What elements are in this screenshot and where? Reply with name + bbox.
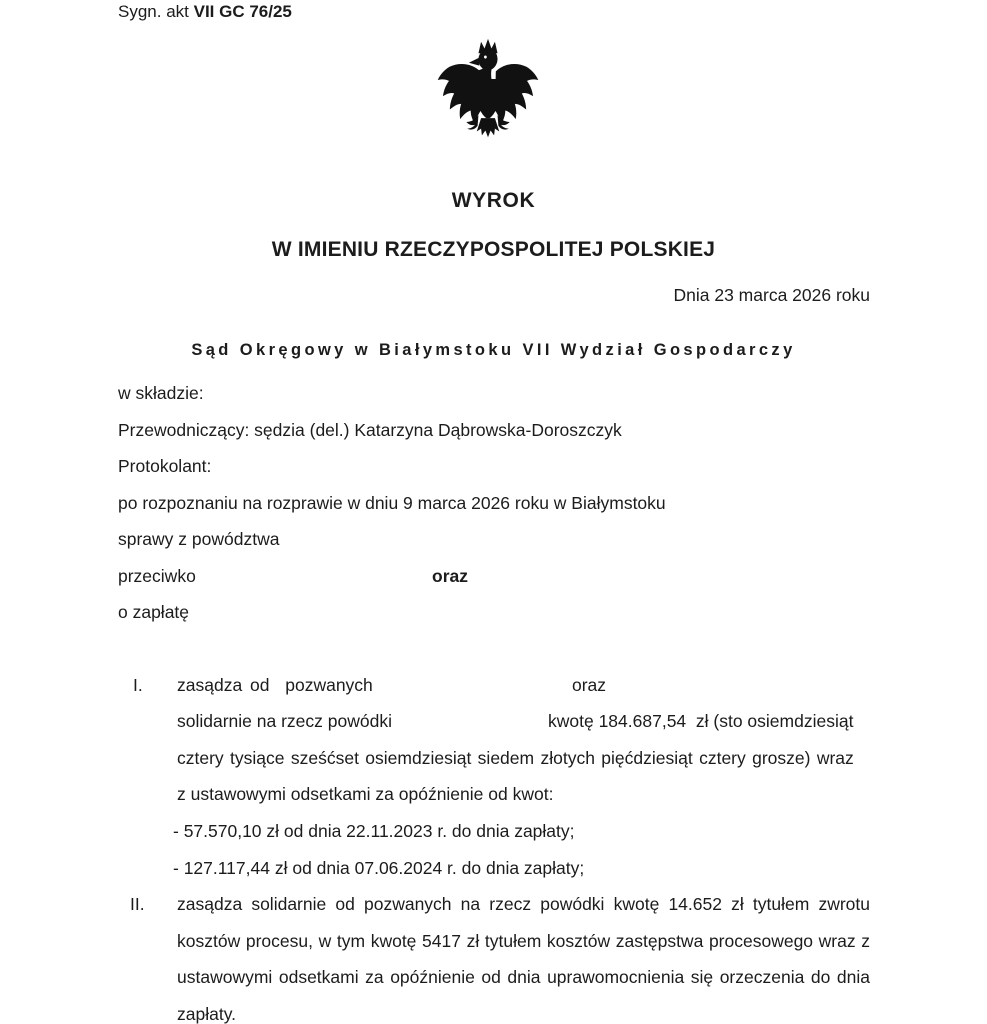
hearing-line: po rozpoznaniu na rozprawie w dniu 9 marca 2026 roku w Białymstoku [118, 492, 666, 513]
defendant-line [118, 558, 870, 595]
ruling-1-text-b: solidarnie na rzecz powódki [177, 711, 392, 732]
composition-intro: w składzie: [118, 383, 204, 403]
polish-eagle-emblem [436, 37, 540, 168]
ruling-1-conjunction: oraz [572, 674, 607, 695]
subject-line: o zapłatę [118, 602, 190, 623]
ruling-1-interest-2: - 127.117,44 zł od dnia 07.06.2024 r. do dnia zapłaty; [173, 857, 585, 878]
ruling-2-number: II. [130, 894, 145, 915]
ruling-1-line-3: cztery tysiące sześćset osiemdziesiąt siedem złotych pięćdziesiąt cztery grosze) wraz [177, 747, 854, 768]
ruling-item-1 [133, 667, 870, 886]
claim-line: sprawy z powództwa [118, 529, 280, 550]
judgment-body [118, 375, 870, 1024]
ruling-1-line-1 [177, 667, 870, 704]
case-reference [118, 2, 292, 22]
judgment-date: Dnia 23 marca 2026 roku [673, 285, 870, 305]
ruling-1-line-4: z ustawowymi odsetkami za opóźnienie od kwot: [177, 784, 554, 805]
defendant-conjunction: oraz [432, 565, 468, 586]
court-name: Sąd Okręgowy w Białymstoku VII Wydział Gospodarczy [191, 341, 796, 359]
ruling-1-text-a: zasądza od pozwanych [177, 674, 373, 695]
ruling-1-number: I. [133, 674, 143, 695]
presiding-judge-line: Przewodniczący: sędzia (del.) Katarzyna Dąbrowska-Doroszczyk [118, 419, 622, 440]
defendant-prefix: przeciwko [118, 565, 196, 586]
ruling-1-amount: kwotę 184.687,54 zł (sto osiemdziesiąt [548, 711, 854, 732]
clerk-line: Protokolant: [118, 456, 212, 477]
ruling-2-text: zasądza solidarnie od pozwanych na rzecz powódki kwotę 14.652 zł tytułem zwrotu kosztów procesu, w tym kwotę 5417 zł tytułem kosztów zastępstwa procesowego wraz z ustawowymi odsetkami za opóźnienie od dnia uprawomocnienia się orzeczenia do dnia zapłaty. [177, 894, 870, 1024]
case-reference-number: VII GC 76/25 [193, 2, 292, 21]
judgment-title: WYROK [451, 189, 536, 212]
ruling-1-line-2 [177, 703, 870, 740]
ruling-1-interest-1: - 57.570,10 zł od dnia 22.11.2023 r. do dnia zapłaty; [173, 821, 575, 842]
judgment-subtitle: W IMIENIU RZECZYPOSPOLITEJ POLSKIEJ [271, 238, 716, 261]
case-reference-label: Sygn. akt [118, 2, 194, 21]
blank-line [118, 631, 870, 667]
ruling-item-2 [130, 886, 870, 1024]
